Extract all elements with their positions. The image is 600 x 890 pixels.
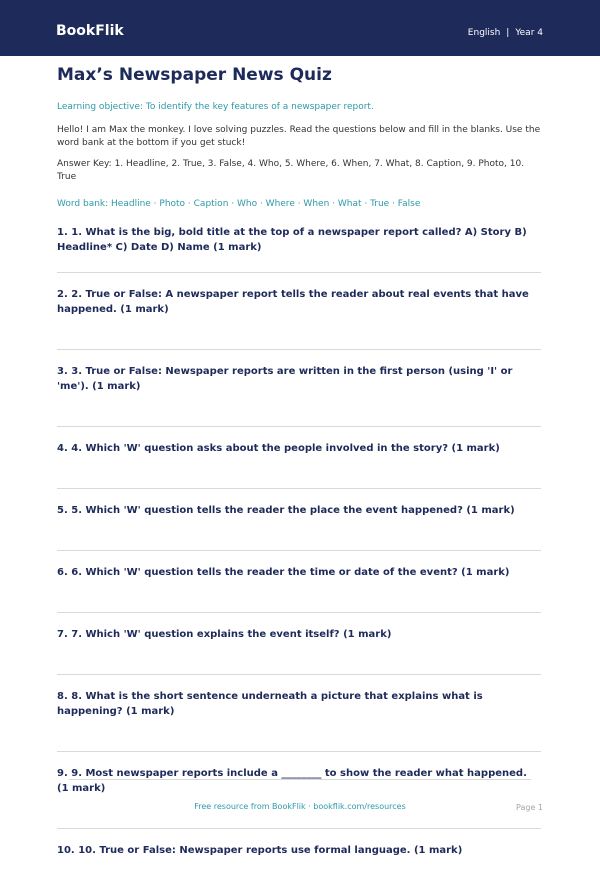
question-list [57,225,541,890]
subject-label: English [467,28,501,38]
question-item [57,503,541,551]
question-text: 6. 6. Which 'W' question tells the reader the time or date of the event? (1 mark) [57,567,510,578]
question-text: 9. 9. Most newspaper reports include a ________ to show the reader what happened. (1 mark) [57,768,527,794]
answer-key: Answer Key: 1. Headline, 2. True, 3. False, 4. Who, 5. Where, 6. When, 7. What, 8. Caption, 9. Photo, 10. True [57,159,525,182]
question-item [57,627,541,675]
page-number: Page 1 [516,803,543,812]
question-item [57,766,541,829]
intro-text: Hello! I am Max the monkey. I love solving puzzles. Read the questions below and fill in the blanks. Use the word bank at the bottom if you get stuck! [57,125,541,148]
header-meta [468,28,543,39]
question-text: 10. 10. True or False: Newspaper reports use formal language. (1 mark) [57,845,463,856]
footer-divider [69,779,531,780]
question-item [57,689,541,752]
question-text: 3. 3. True or False: Newspaper reports are written in the first person (using 'I' or 'me'). (1 mark) [57,366,513,392]
page-title: Max’s Newspaper News Quiz [57,65,332,85]
question-text: 1. 1. What is the big, bold title at the top of a newspaper report called? A) Story B) Headline* C) Date D) Name (1 mark) [57,227,527,253]
meta-separator: | [506,28,510,38]
question-text: 8. 8. What is the short sentence underneath a picture that explains what is happening? (1 mark) [57,691,483,717]
question-item [57,225,541,273]
question-item [57,441,541,489]
question-text: 5. 5. Which 'W' question tells the reader the place the event happened? (1 mark) [57,505,515,516]
question-item [57,364,541,427]
question-text: 4. 4. Which 'W' question asks about the people involved in the story? (1 mark) [57,443,500,454]
question-text: 7. 7. Which 'W' question explains the event itself? (1 mark) [57,629,392,640]
header-bar [0,0,600,56]
question-item [57,287,541,350]
question-item [57,843,541,890]
question-item [57,565,541,613]
learning-objective: Learning objective: To identify the key features of a newspaper report. [57,102,374,112]
year-label: Year 4 [515,28,543,38]
question-text: 2. 2. True or False: A newspaper report tells the reader about real events that have happened. (1 mark) [57,289,529,315]
footer-link[interactable]: Free resource from BookFlik · bookflik.com/resources [194,802,406,811]
word-bank: Word bank: Headline · Photo · Caption · Who · Where · When · What · True · False [57,199,421,209]
worksheet-content [57,64,541,890]
brand-logo[interactable]: BookFlik [56,23,124,39]
